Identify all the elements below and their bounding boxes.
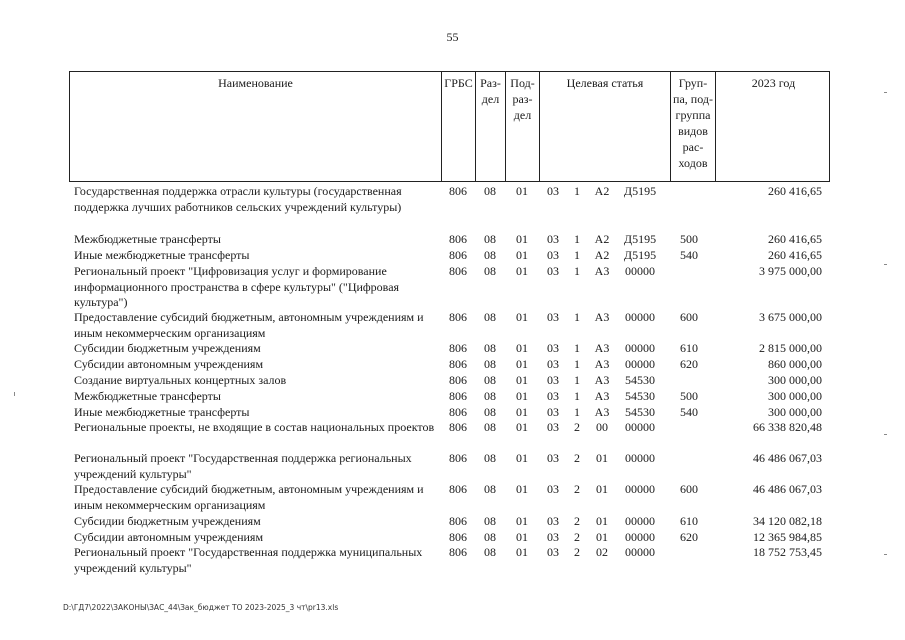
razdel-cell: 08 bbox=[484, 451, 496, 465]
expense-type-cell: 500 bbox=[680, 232, 698, 246]
target-subprogram-cell: 2 bbox=[574, 451, 580, 465]
target-project-cell: 01 bbox=[596, 530, 608, 544]
podrazdel-cell: 01 bbox=[516, 232, 528, 246]
target-project-cell: 01 bbox=[596, 514, 608, 528]
target-direction-cell: 00000 bbox=[625, 482, 655, 496]
amount-cell: 260 416,65 bbox=[768, 184, 822, 198]
header-target: Целевая статья bbox=[540, 72, 671, 181]
amount-cell: 300 000,00 bbox=[768, 389, 822, 403]
target-direction-cell: 00000 bbox=[625, 545, 655, 559]
row-name: Государственная поддержка отрасли культуры (государственная поддержка лучших работников сельских учреждений культуры) bbox=[74, 184, 402, 214]
target-direction-cell: 00000 bbox=[625, 530, 655, 544]
razdel-cell: 08 bbox=[484, 264, 496, 278]
razdel-cell: 08 bbox=[484, 389, 496, 403]
podrazdel-cell: 01 bbox=[516, 248, 528, 262]
target-program-cell: 03 bbox=[547, 530, 559, 544]
grbs-cell: 806 bbox=[449, 514, 467, 528]
header-razdel: Раз- дел bbox=[476, 72, 506, 181]
podrazdel-cell: 01 bbox=[516, 514, 528, 528]
target-direction-cell: Д5195 bbox=[623, 184, 657, 198]
target-subprogram-cell: 1 bbox=[574, 264, 580, 278]
razdel-cell: 08 bbox=[484, 184, 496, 198]
target-subprogram-cell: 1 bbox=[574, 405, 580, 419]
podrazdel-cell: 01 bbox=[516, 530, 528, 544]
podrazdel-cell: 01 bbox=[516, 357, 528, 371]
target-subprogram-cell: 1 bbox=[574, 373, 580, 387]
razdel-cell: 08 bbox=[484, 357, 496, 371]
target-direction-cell: 00000 bbox=[625, 420, 655, 434]
razdel-cell: 08 bbox=[484, 341, 496, 355]
row-name: Субсидии бюджетным учреждениям bbox=[74, 514, 261, 528]
grbs-cell: 806 bbox=[449, 341, 467, 355]
target-direction-cell: 00000 bbox=[625, 357, 655, 371]
row-name: Региональный проект "Государственная поддержка муниципальных учреждений культуры" bbox=[74, 545, 423, 575]
target-subprogram-cell: 1 bbox=[574, 248, 580, 262]
grbs-cell: 806 bbox=[449, 310, 467, 324]
amount-cell: 260 416,65 bbox=[768, 248, 822, 262]
grbs-cell: 806 bbox=[449, 420, 467, 434]
target-project-cell: А2 bbox=[594, 232, 610, 246]
expense-type-cell: 600 bbox=[680, 482, 698, 496]
target-subprogram-cell: 1 bbox=[574, 357, 580, 371]
header-grbs: ГРБС bbox=[442, 72, 476, 181]
target-project-cell: А3 bbox=[594, 264, 610, 278]
target-subprogram-cell: 1 bbox=[574, 232, 580, 246]
grbs-cell: 806 bbox=[449, 545, 467, 559]
grbs-cell: 806 bbox=[449, 357, 467, 371]
target-subprogram-cell: 2 bbox=[574, 530, 580, 544]
podrazdel-cell: 01 bbox=[516, 341, 528, 355]
target-program-cell: 03 bbox=[547, 373, 559, 387]
row-name: Региональный проект "Государственная поддержка региональных учреждений культуры" bbox=[74, 451, 412, 481]
target-program-cell: 03 bbox=[547, 248, 559, 262]
target-project-cell: А3 bbox=[594, 373, 610, 387]
expense-type-cell: 610 bbox=[680, 341, 698, 355]
target-program-cell: 03 bbox=[547, 184, 559, 198]
expense-type-cell: 620 bbox=[680, 530, 698, 544]
row-name: Субсидии бюджетным учреждениям bbox=[74, 341, 261, 355]
header-podrazdel: Под- раз- дел bbox=[506, 72, 540, 181]
row-name: Создание виртуальных концертных залов bbox=[74, 373, 287, 387]
grbs-cell: 806 bbox=[449, 264, 467, 278]
target-program-cell: 03 bbox=[547, 405, 559, 419]
amount-cell: 18 752 753,45 bbox=[753, 545, 822, 559]
scan-mark bbox=[884, 554, 887, 555]
row-name: Региональный проект "Цифровизация услуг и формирование информационного пространства в сфере культуры" ("Цифровая культура") bbox=[74, 264, 400, 309]
grbs-cell: 806 bbox=[449, 373, 467, 387]
row-name: Субсидии автономным учреждениям bbox=[74, 530, 264, 544]
target-program-cell: 03 bbox=[547, 264, 559, 278]
target-direction-cell: 00000 bbox=[625, 264, 655, 278]
target-program-cell: 03 bbox=[547, 341, 559, 355]
target-project-cell: А3 bbox=[594, 310, 610, 324]
expense-type-cell: 600 bbox=[680, 310, 698, 324]
amount-cell: 46 486 067,03 bbox=[753, 451, 822, 465]
razdel-cell: 08 bbox=[484, 405, 496, 419]
target-direction-cell: 00000 bbox=[625, 341, 655, 355]
podrazdel-cell: 01 bbox=[516, 184, 528, 198]
target-direction-cell: 54530 bbox=[625, 389, 655, 403]
target-subprogram-cell: 1 bbox=[574, 310, 580, 324]
target-subprogram-cell: 2 bbox=[574, 545, 580, 559]
grbs-cell: 806 bbox=[449, 451, 467, 465]
target-subprogram-cell: 2 bbox=[574, 514, 580, 528]
expense-type-cell: 620 bbox=[680, 357, 698, 371]
grbs-cell: 806 bbox=[449, 482, 467, 496]
row-name: Иные межбюджетные трансферты bbox=[74, 405, 250, 419]
amount-cell: 2 815 000,00 bbox=[759, 341, 822, 355]
target-subprogram-cell: 1 bbox=[574, 389, 580, 403]
row-name: Межбюджетные трансферты bbox=[74, 232, 221, 246]
target-direction-cell: 54530 bbox=[625, 373, 655, 387]
expense-type-cell: 540 bbox=[680, 248, 698, 262]
target-direction-cell: 00000 bbox=[625, 514, 655, 528]
target-subprogram-cell: 2 bbox=[574, 482, 580, 496]
razdel-cell: 08 bbox=[484, 545, 496, 559]
podrazdel-cell: 01 bbox=[516, 482, 528, 496]
target-project-cell: 02 bbox=[596, 545, 608, 559]
razdel-cell: 08 bbox=[484, 310, 496, 324]
expense-type-cell: 540 bbox=[680, 405, 698, 419]
razdel-cell: 08 bbox=[484, 482, 496, 496]
page-number: 55 bbox=[446, 30, 459, 44]
expense-type-cell: 500 bbox=[680, 389, 698, 403]
target-project-cell: 01 bbox=[596, 451, 608, 465]
row-name: Межбюджетные трансферты bbox=[74, 389, 221, 403]
target-program-cell: 03 bbox=[547, 389, 559, 403]
target-program-cell: 03 bbox=[547, 514, 559, 528]
razdel-cell: 08 bbox=[484, 373, 496, 387]
podrazdel-cell: 01 bbox=[516, 389, 528, 403]
target-subprogram-cell: 2 bbox=[574, 420, 580, 434]
amount-cell: 3 975 000,00 bbox=[759, 264, 822, 278]
grbs-cell: 806 bbox=[449, 530, 467, 544]
razdel-cell: 08 bbox=[484, 232, 496, 246]
target-project-cell: 01 bbox=[596, 482, 608, 496]
target-project-cell: А2 bbox=[594, 248, 610, 262]
amount-cell: 12 365 984,85 bbox=[753, 530, 822, 544]
header-year: 2023 год bbox=[751, 76, 796, 90]
scan-mark bbox=[884, 264, 887, 265]
row-name: Иные межбюджетные трансферты bbox=[74, 248, 250, 262]
podrazdel-cell: 01 bbox=[516, 451, 528, 465]
target-program-cell: 03 bbox=[547, 545, 559, 559]
podrazdel-cell: 01 bbox=[516, 373, 528, 387]
grbs-cell: 806 bbox=[449, 232, 467, 246]
podrazdel-cell: 01 bbox=[516, 310, 528, 324]
target-project-cell: А3 bbox=[594, 357, 610, 371]
razdel-cell: 08 bbox=[484, 530, 496, 544]
target-direction-cell: 00000 bbox=[625, 451, 655, 465]
target-direction-cell: Д5195 bbox=[623, 248, 657, 262]
amount-cell: 300 000,00 bbox=[768, 405, 822, 419]
row-name: Региональные проекты, не входящие в состав национальных проектов bbox=[74, 420, 435, 434]
expense-type-cell: 610 bbox=[680, 514, 698, 528]
podrazdel-cell: 01 bbox=[516, 420, 528, 434]
target-program-cell: 03 bbox=[547, 482, 559, 496]
razdel-cell: 08 bbox=[484, 248, 496, 262]
target-project-cell: А3 bbox=[594, 341, 610, 355]
amount-cell: 66 338 820,48 bbox=[753, 420, 822, 434]
grbs-cell: 806 bbox=[449, 405, 467, 419]
scan-mark bbox=[884, 434, 887, 435]
grbs-cell: 806 bbox=[449, 184, 467, 198]
amount-cell: 46 486 067,03 bbox=[753, 482, 822, 496]
file-path-footer: D:\ГД7\2022\ЗАКОНЫ\ЗАС_44\Зак_бюджет ТО 2023-2025_3 чт\pr13.xls bbox=[63, 603, 339, 612]
target-direction-cell: Д5195 bbox=[623, 232, 657, 246]
razdel-cell: 08 bbox=[484, 420, 496, 434]
amount-cell: 860 000,00 bbox=[768, 357, 822, 371]
podrazdel-cell: 01 bbox=[516, 405, 528, 419]
row-name: Субсидии автономным учреждениям bbox=[74, 357, 264, 371]
row-name: Предоставление субсидий бюджетным, автономным учреждениям и иным некоммерческим организациям bbox=[74, 310, 424, 340]
target-project-cell: А3 bbox=[594, 389, 610, 403]
target-direction-cell: 54530 bbox=[625, 405, 655, 419]
podrazdel-cell: 01 bbox=[516, 264, 528, 278]
table-header bbox=[69, 71, 830, 182]
amount-cell: 34 120 082,18 bbox=[753, 514, 822, 528]
target-program-cell: 03 bbox=[547, 310, 559, 324]
target-direction-cell: 00000 bbox=[625, 310, 655, 324]
target-project-cell: 00 bbox=[596, 420, 608, 434]
target-program-cell: 03 bbox=[547, 232, 559, 246]
grbs-cell: 806 bbox=[449, 389, 467, 403]
podrazdel-cell: 01 bbox=[516, 545, 528, 559]
amount-cell: 300 000,00 bbox=[768, 373, 822, 387]
target-program-cell: 03 bbox=[547, 357, 559, 371]
target-project-cell: А3 bbox=[594, 405, 610, 419]
header-name: Наименование bbox=[70, 72, 442, 181]
target-program-cell: 03 bbox=[547, 420, 559, 434]
target-project-cell: А2 bbox=[594, 184, 610, 198]
amount-cell: 260 416,65 bbox=[768, 232, 822, 246]
amount-cell: 3 675 000,00 bbox=[759, 310, 822, 324]
scan-mark bbox=[14, 392, 15, 396]
target-subprogram-cell: 1 bbox=[574, 341, 580, 355]
header-vid-rashodov: Груп- па, под- группа видов рас- ходов bbox=[671, 72, 716, 181]
razdel-cell: 08 bbox=[484, 514, 496, 528]
target-subprogram-cell: 1 bbox=[574, 184, 580, 198]
row-name: Предоставление субсидий бюджетным, автономным учреждениям и иным некоммерческим организациям bbox=[74, 482, 424, 512]
target-program-cell: 03 bbox=[547, 451, 559, 465]
grbs-cell: 806 bbox=[449, 248, 467, 262]
scan-mark bbox=[884, 92, 887, 93]
